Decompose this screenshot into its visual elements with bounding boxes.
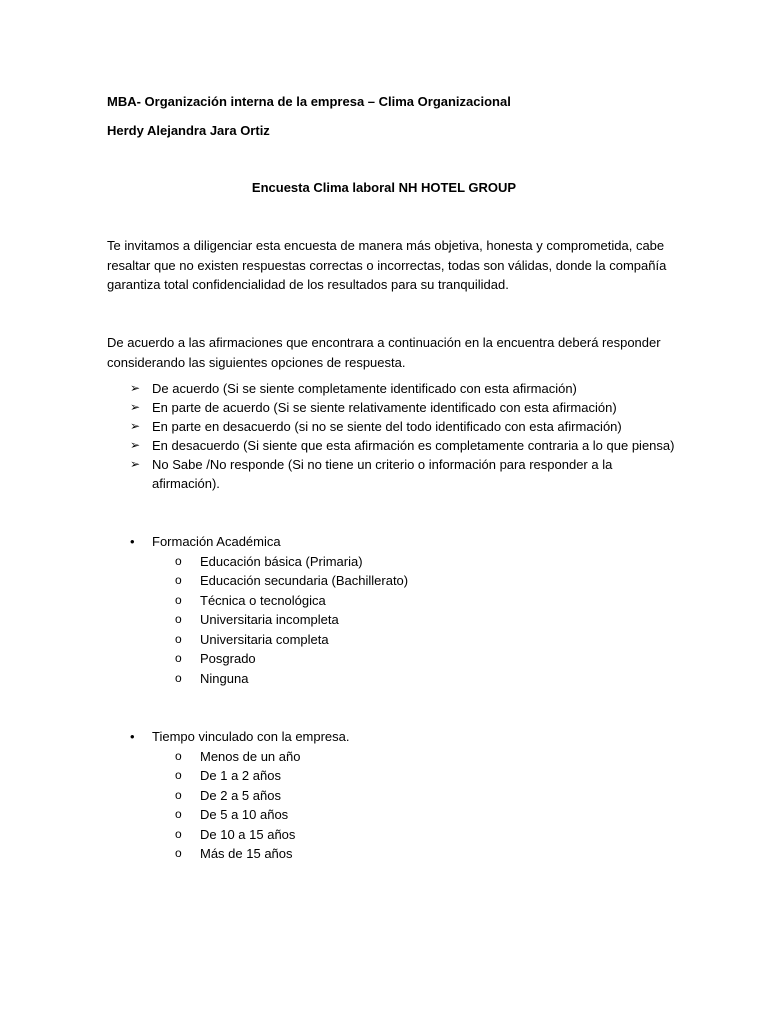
circle-bullet-icon: o <box>175 670 182 685</box>
answer-option <box>130 630 408 650</box>
arrow-bullet-icon: ➢ <box>130 381 141 395</box>
response-option-text: No Sabe /No responde (Si no tiene un criterio o información para responder a la <box>152 457 613 472</box>
question-academic-formation <box>130 532 408 688</box>
circle-bullet-icon: o <box>175 826 182 841</box>
intro-line: garantiza total confidencialidad de los resultados para su tranquilidad. <box>107 277 509 292</box>
answer-option-text: Universitaria incompleta <box>200 612 339 627</box>
answer-option-text: Posgrado <box>200 651 256 666</box>
course-heading: MBA- Organización interna de la empresa – Clima Organizacional <box>107 94 511 109</box>
response-option <box>130 455 670 493</box>
answer-option-text: Ninguna <box>200 670 249 686</box>
answer-option-text: De 5 a 10 años <box>200 807 289 822</box>
arrow-bullet-icon: ➢ <box>130 400 141 414</box>
answer-option <box>130 571 408 591</box>
question-label-text: Tiempo vinculado con la empresa. <box>152 729 350 744</box>
answer-option-text: Menos de un año <box>200 748 301 764</box>
answer-option-text: Técnica o tecnológica <box>200 592 326 608</box>
intro-line: Te invitamos a diligenciar esta encuesta de manera más objetiva, honesta y comprometida, cabe <box>107 238 665 253</box>
answer-option <box>130 805 350 825</box>
circle-bullet-icon: o <box>175 807 182 821</box>
answer-option-text: De 1 a 2 años <box>200 768 281 783</box>
circle-bullet-icon: o <box>175 573 182 587</box>
answer-options <box>130 747 350 864</box>
answer-option-text: De 10 a 15 años <box>200 826 296 842</box>
survey-title: Encuesta Clima laboral NH HOTEL GROUP <box>251 180 517 195</box>
question-time-with-company <box>130 727 350 864</box>
circle-bullet-icon: o <box>175 553 182 568</box>
answer-option <box>130 825 350 845</box>
circle-bullet-icon: o <box>175 592 182 607</box>
response-option <box>130 417 670 436</box>
answer-option-text: De 2 a 5 años <box>200 787 281 803</box>
instructions-paragraph <box>107 333 667 372</box>
response-option-text: En parte de acuerdo (Si se siente relativamente identificado con esta afirmación) <box>152 400 617 415</box>
response-option <box>130 379 670 398</box>
answer-option-text: Educación secundaria (Bachillerato) <box>200 573 409 588</box>
response-option-text: De acuerdo (Si se siente completamente identificado con esta afirmación) <box>152 381 577 396</box>
circle-bullet-icon: o <box>175 846 182 860</box>
answer-option-text: Educación básica (Primaria) <box>200 553 363 569</box>
response-option-text: En parte en desacuerdo (si no se siente del todo identificado con esta afirmación) <box>152 419 622 434</box>
intro-paragraph <box>107 236 667 295</box>
circle-bullet-icon: o <box>175 651 182 665</box>
arrow-bullet-icon: ➢ <box>130 438 141 452</box>
bullet-icon: • <box>130 534 135 549</box>
question-label-text: Formación Académica <box>152 534 281 549</box>
question-label <box>130 532 408 552</box>
answer-option <box>130 669 408 689</box>
circle-bullet-icon: o <box>175 631 182 646</box>
answer-option-text: Universitaria completa <box>200 631 329 647</box>
answer-option <box>130 649 408 669</box>
answer-option <box>130 610 408 630</box>
answer-options <box>130 552 408 689</box>
answer-option <box>130 552 408 572</box>
answer-option <box>130 786 350 806</box>
circle-bullet-icon: o <box>175 748 182 763</box>
answer-option <box>130 747 350 767</box>
answer-option-text: Más de 15 años <box>200 846 293 861</box>
answer-option <box>130 844 350 864</box>
question-label <box>130 727 350 747</box>
instructions-line: considerando las siguientes opciones de respuesta. <box>107 354 406 370</box>
response-option <box>130 398 670 417</box>
arrow-bullet-icon: ➢ <box>130 419 141 433</box>
intro-line: resaltar que no existen respuestas correctas o incorrectas, todas son válidas, donde la compañía <box>107 257 667 273</box>
answer-option <box>130 591 408 611</box>
bullet-icon: • <box>130 729 135 744</box>
circle-bullet-icon: o <box>175 768 182 782</box>
response-options-list <box>130 379 675 493</box>
instructions-line: De acuerdo a las afirmaciones que encontrara a continuación en la encuentra deberá responder <box>107 335 661 350</box>
author-name: Herdy Alejandra Jara Ortiz <box>107 123 270 138</box>
arrow-bullet-icon: ➢ <box>130 457 141 471</box>
response-option-text: En desacuerdo (Si siente que esta afirmación es completamente contraria a lo que piensa) <box>152 438 675 453</box>
response-option-text: afirmación). <box>152 476 220 491</box>
answer-option <box>130 766 350 786</box>
circle-bullet-icon: o <box>175 787 182 802</box>
response-option <box>130 436 675 455</box>
circle-bullet-icon: o <box>175 612 182 626</box>
